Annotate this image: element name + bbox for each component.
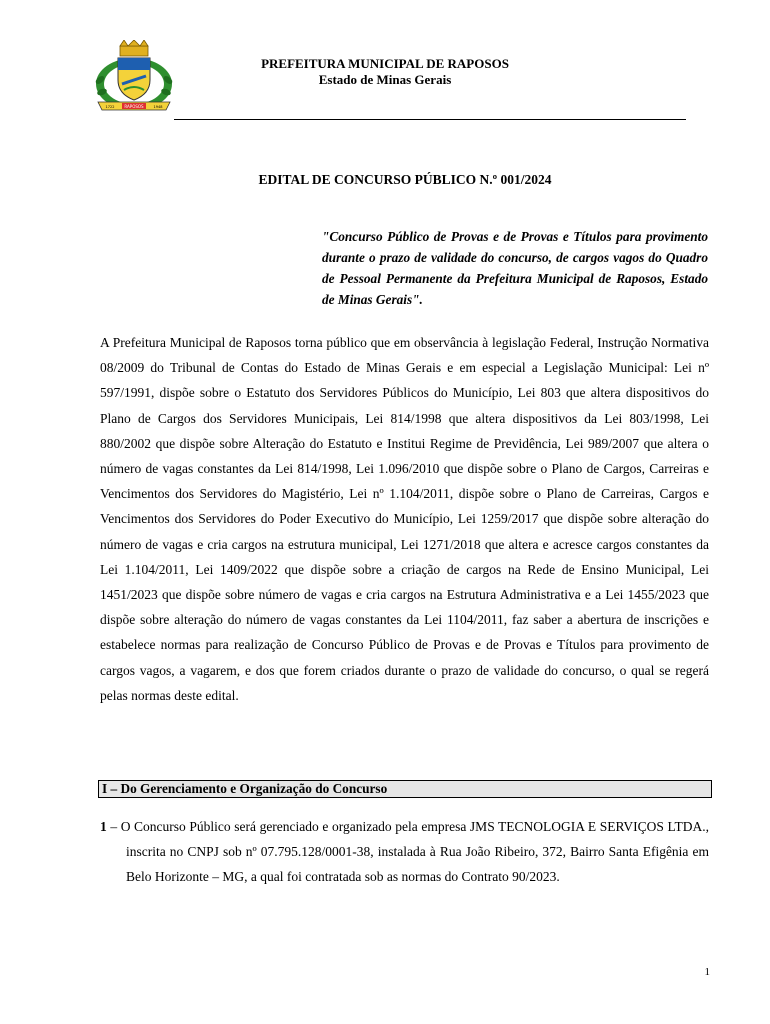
section-heading: I – Do Gerenciamento e Organização do Concurso xyxy=(98,780,712,798)
item-text: – O Concurso Público será gerenciado e organizado pela empresa JMS TECNOLOGIA E SERVIÇOS LTDA., inscrita no CNPJ sob nº 07.795.128/0001-38, instalada à Rua João Ribeiro, 372, Bairro Santa Efigênia em Belo Horizonte – MG, a qual foi contratada sob as normas do Contrato 90/2023. xyxy=(110,819,710,885)
page-number: 1 xyxy=(704,966,710,978)
municipality-name: PREFEITURA MUNICIPAL DE RAPOSOS xyxy=(261,56,509,71)
document-header xyxy=(250,56,520,88)
crest-ribbon-name: RAPOSOS xyxy=(124,104,144,109)
municipal-crest-icon xyxy=(92,40,176,116)
intro-paragraph: A Prefeitura Municipal de Raposos torna público que em observância à legislação Federal, Instrução Normativa 08/2009 do Tribunal de Contas do Estado de Minas Gerais e em especial a Legislação Municipal: Lei nº 597/1991, dispõe sobre o Estatuto dos Servidores Públicos do Município, Lei 803 que altera dispositivos do Plano de Cargos dos Servidores Municipais, Lei 814/1998 que altera dispositivos da Lei 803/1998, Lei 880/2002 que dispõe sobre Alteração do Estatuto e Institui Regime de Previdência, Lei 989/2007 que altera o número de vagas constantes da Lei 814/1998, Lei 1.096/2010 que dispõe sobre o Plano de Cargos, Carreiras e Vencimentos dos Servidores do Magistério, Lei nº 1.104/2011, dispõe sobre o Plano de Carreiras, Cargos e Vencimentos dos Servidores do Poder Executivo do Município, Lei 1259/2017 que dispõe sobre alteração do número de vagas e cria cargos na estrutura municipal, Lei 1271/2018 que altera e acresce cargos constantes da Lei 1.104/2011, Lei 1409/2022 que dispõe sobre a criação de cargos na Rede de Ensino Municipal, Lei 1451/2023 que dispõe sobre número de vagas e cria cargos na Estrutura Administrativa e a Lei 1455/2023 que dispõe sobre alteração do número de vagas constantes da Lei 1104/2011, faz saber a abertura de inscrições e estabelece normas para realização de Concurso Público de Provas e de Provas e Títulos para provimento de cargos vagos, a vagarem, e dos que forem criados durante o prazo de validade do concurso, o qual se regerá pelas normas deste edital. xyxy=(100,335,709,703)
list-item xyxy=(100,814,709,890)
item-number: 1 xyxy=(100,819,107,834)
crest-ribbon-year-left: 1722 xyxy=(105,105,115,109)
header-divider xyxy=(174,119,686,120)
state-name: Estado de Minas Gerais xyxy=(318,72,452,87)
edital-title: EDITAL DE CONCURSO PÚBLICO N.º 001/2024 xyxy=(258,172,552,187)
crest-ribbon-year-right: 1948 xyxy=(153,105,163,109)
edital-ementa: "Concurso Público de Provas e de Provas e Títulos para provimento durante o prazo de validade do concurso, de cargos vagos do Quadro de Pessoal Permanente da Prefeitura Municipal de Raposos, Estado de Minas Gerais". xyxy=(322,229,708,307)
